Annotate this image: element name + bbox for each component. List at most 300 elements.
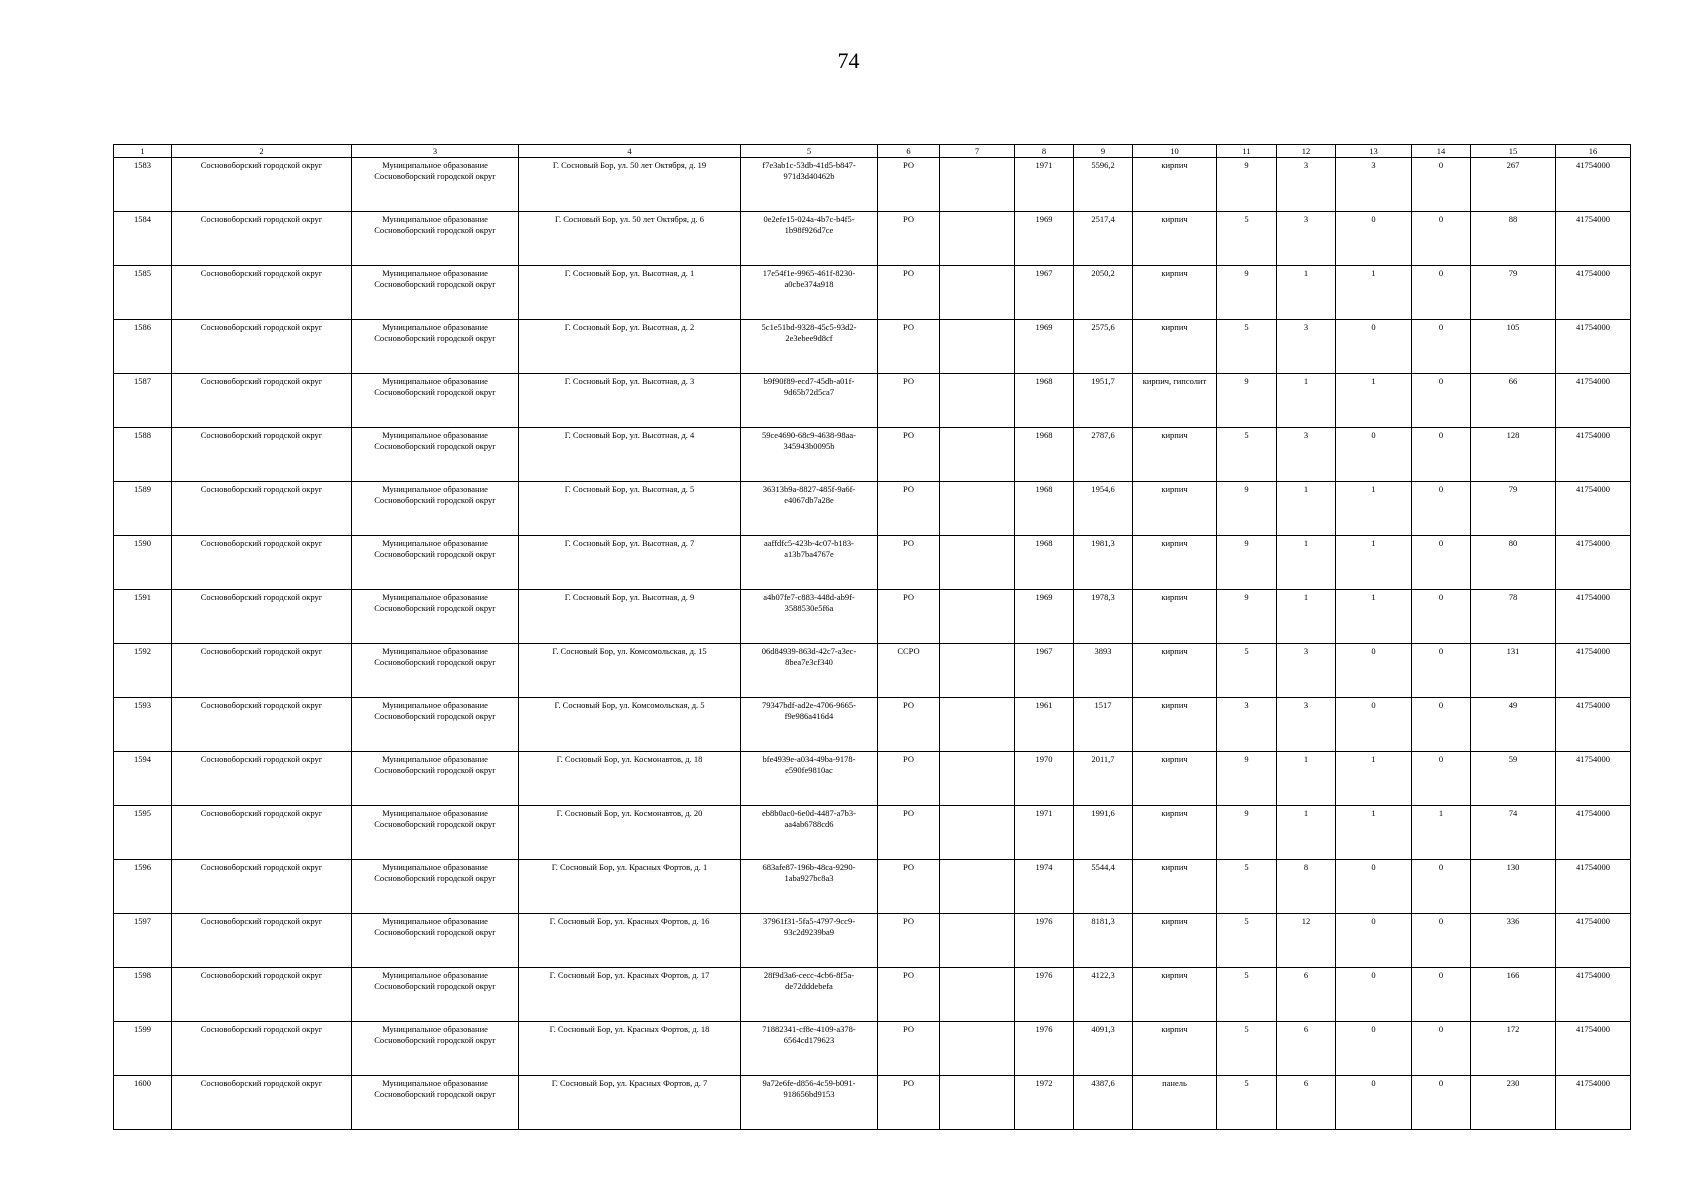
table-cell: 1 [1277,536,1336,590]
table-cell: 0 [1412,428,1471,482]
table-cell: 9 [1217,266,1277,320]
table-cell: 0 [1412,320,1471,374]
table-cell: 1586 [114,320,172,374]
table-row [114,752,1631,806]
table-cell [940,212,1015,266]
table-cell: РО [878,374,940,428]
table-cell: 1 [1336,482,1412,536]
table-cell: 41754000 [1556,536,1631,590]
table-cell: 3 [1217,698,1277,752]
column-header: 9 [1074,145,1133,158]
table-row [114,428,1631,482]
table-cell: 166 [1471,968,1556,1022]
table-cell: 17e54f1e-9965-461f-8230-a0cbe374a918 [741,266,878,320]
table-header [114,145,1631,158]
table-cell: 9a72e6fe-d856-4c59-b091-918656bd9153 [741,1076,878,1130]
table-cell: 3 [1277,698,1336,752]
table-cell: 1971 [1015,806,1074,860]
table-cell: РО [878,320,940,374]
table-cell: Г. Сосновый Бор, ул. Космонавтов, д. 18 [519,752,741,806]
table-cell: РО [878,482,940,536]
table-cell: 1978,3 [1074,590,1133,644]
table-cell: 1972 [1015,1076,1074,1130]
table-cell: 1593 [114,698,172,752]
table-cell: 41754000 [1556,158,1631,212]
table-cell: 0 [1336,1076,1412,1130]
column-header: 14 [1412,145,1471,158]
table-cell: РО [878,914,940,968]
table-cell: Г. Сосновый Бор, ул. 50 лет Октября, д. 19 [519,158,741,212]
table-cell: 1 [1336,266,1412,320]
table-cell: Г. Сосновый Бор, ул. Высотная, д. 5 [519,482,741,536]
table-cell: 1 [1336,806,1412,860]
table-cell: 0 [1412,482,1471,536]
table-cell: 5 [1217,428,1277,482]
table-cell: 1592 [114,644,172,698]
table-cell: 0 [1412,644,1471,698]
table-cell: 0 [1412,1076,1471,1130]
column-header: 2 [172,145,352,158]
table-cell: Г. Сосновый Бор, ул. Красных Фортов, д. 7 [519,1076,741,1130]
table-cell: 59 [1471,752,1556,806]
table-cell: Сосновоборский городской округ [172,914,352,968]
table-cell: 1 [1277,806,1336,860]
table-row [114,1022,1631,1076]
table-cell: 3 [1277,428,1336,482]
table-cell: РО [878,968,940,1022]
table-cell: Сосновоборский городской округ [172,644,352,698]
table-cell: 0 [1412,266,1471,320]
column-header: 10 [1133,145,1217,158]
table-cell: 0 [1336,212,1412,266]
table-cell: 683afe87-196b-48ca-9290-1aba927bc8a3 [741,860,878,914]
table-cell: кирпич [1133,860,1217,914]
table-cell: 41754000 [1556,860,1631,914]
table-cell: 105 [1471,320,1556,374]
table-cell: 0 [1412,212,1471,266]
table-cell: 230 [1471,1076,1556,1130]
table-row [114,482,1631,536]
table-cell: Муниципальное образование Сосновоборский городской округ [352,1022,519,1076]
table-row [114,968,1631,1022]
table-cell: 0 [1336,860,1412,914]
table-cell: 78 [1471,590,1556,644]
table-cell [940,644,1015,698]
table-cell: 1967 [1015,644,1074,698]
table-cell: 06d84939-863d-42c7-a3ec-8bea7e3cf340 [741,644,878,698]
table-cell: 1584 [114,212,172,266]
table-cell: 3 [1277,320,1336,374]
table-cell: 5 [1217,320,1277,374]
table-cell: 1 [1277,266,1336,320]
table-cell: 1 [1336,374,1412,428]
table-cell: 1 [1336,536,1412,590]
table-cell: кирпич [1133,806,1217,860]
table-cell: 41754000 [1556,374,1631,428]
table-cell: РО [878,1076,940,1130]
table-cell: 1976 [1015,968,1074,1022]
table-cell: 41754000 [1556,698,1631,752]
table-cell: 9 [1217,374,1277,428]
table-cell: 4387,6 [1074,1076,1133,1130]
table-cell: 1968 [1015,482,1074,536]
table-cell: 6 [1277,968,1336,1022]
table-cell: 0 [1336,698,1412,752]
table-cell: Г. Сосновый Бор, ул. Комсомольская, д. 5 [519,698,741,752]
table-cell: 49 [1471,698,1556,752]
table-cell: 8 [1277,860,1336,914]
table-cell: 1591 [114,590,172,644]
table-cell: 79 [1471,266,1556,320]
table-row [114,806,1631,860]
table-cell: Муниципальное образование Сосновоборский городской округ [352,1076,519,1130]
table-cell [940,482,1015,536]
table-cell: Муниципальное образование Сосновоборский городской округ [352,266,519,320]
table-cell: кирпич [1133,266,1217,320]
table-cell: кирпич [1133,698,1217,752]
table-cell: 1 [1277,374,1336,428]
table-cell: кирпич [1133,536,1217,590]
table-body [114,158,1631,1130]
table-cell: 2050,2 [1074,266,1133,320]
table-cell: 41754000 [1556,482,1631,536]
table-cell: 2517,4 [1074,212,1133,266]
table-cell: 2011,7 [1074,752,1133,806]
column-header: 8 [1015,145,1074,158]
table-cell: 9 [1217,806,1277,860]
table-cell: 9 [1217,482,1277,536]
table-cell: Муниципальное образование Сосновоборский городской округ [352,698,519,752]
page-number: 74 [837,48,860,73]
table-cell: Сосновоборский городской округ [172,752,352,806]
table-cell: кирпич [1133,1022,1217,1076]
table-cell: Сосновоборский городской округ [172,266,352,320]
table-cell: 3893 [1074,644,1133,698]
table-cell: 9 [1217,590,1277,644]
column-header: 3 [352,145,519,158]
table-cell: Сосновоборский городской округ [172,482,352,536]
table-cell: 6 [1277,1022,1336,1076]
table-cell: Г. Сосновый Бор, ул. Высотная, д. 4 [519,428,741,482]
table-cell: Сосновоборский городской округ [172,536,352,590]
table-cell: Сосновоборский городской округ [172,320,352,374]
table-cell [940,374,1015,428]
table-cell: 1954,6 [1074,482,1133,536]
table-cell: Г. Сосновый Бор, ул. Высотная, д. 1 [519,266,741,320]
table-cell: РО [878,752,940,806]
table-cell: 41754000 [1556,1076,1631,1130]
table-cell: Сосновоборский городской округ [172,158,352,212]
table-cell: кирпич [1133,968,1217,1022]
table-cell [940,158,1015,212]
table-cell: 128 [1471,428,1556,482]
table-cell: РО [878,806,940,860]
table-cell: кирпич [1133,914,1217,968]
table-cell: 0 [1412,536,1471,590]
table-cell: Г. Сосновый Бор, ул. Красных Фортов, д. 16 [519,914,741,968]
table-cell: a4b07fe7-c883-448d-ab9f-3588530e5f6a [741,590,878,644]
table-cell: 74 [1471,806,1556,860]
table-cell: Г. Сосновый Бор, ул. Высотная, д. 9 [519,590,741,644]
table-cell: 1974 [1015,860,1074,914]
table-cell: 0 [1412,914,1471,968]
table-cell: 1517 [1074,698,1133,752]
table-cell: 59ce4690-68c9-4638-98aa-345943b0095b [741,428,878,482]
table-cell: 1599 [114,1022,172,1076]
table-cell: РО [878,536,940,590]
table-cell: РО [878,860,940,914]
table-cell: 9 [1217,536,1277,590]
table-cell: Сосновоборский городской округ [172,698,352,752]
table-row [114,914,1631,968]
table-cell: 1969 [1015,320,1074,374]
table-cell: 6 [1277,1076,1336,1130]
table-cell: Муниципальное образование Сосновоборский городской округ [352,482,519,536]
table-cell: РО [878,428,940,482]
table-cell: Муниципальное образование Сосновоборский городской округ [352,644,519,698]
table-cell: 41754000 [1556,914,1631,968]
table-cell: 79 [1471,482,1556,536]
table-cell: 131 [1471,644,1556,698]
table-cell: РО [878,698,940,752]
table-cell: 1595 [114,806,172,860]
table-cell: 1583 [114,158,172,212]
table-row [114,158,1631,212]
table-cell: Г. Сосновый Бор, ул. Высотная, д. 2 [519,320,741,374]
table-cell: 1 [1336,590,1412,644]
table-cell: 5596,2 [1074,158,1133,212]
table-cell: 0e2efe15-024a-4b7c-b4f5-1b98f926d7ce [741,212,878,266]
table-cell: 9 [1217,158,1277,212]
table-cell: 336 [1471,914,1556,968]
table-cell: 41754000 [1556,644,1631,698]
table-cell [940,428,1015,482]
table-cell: 1 [1412,806,1471,860]
table-cell: 3 [1277,158,1336,212]
table-cell: 1589 [114,482,172,536]
table-cell: 2575,6 [1074,320,1133,374]
table-cell: Муниципальное образование Сосновоборский городской округ [352,212,519,266]
table-cell: 8181,3 [1074,914,1133,968]
column-header: 7 [940,145,1015,158]
table-cell: 3 [1277,644,1336,698]
table-cell: 12 [1277,914,1336,968]
table-cell: кирпич [1133,644,1217,698]
table-cell: 37961f31-5fa5-4797-9cc9-93c2d9239ba9 [741,914,878,968]
table-cell: 1976 [1015,1022,1074,1076]
table-cell [940,266,1015,320]
table-cell: Сосновоборский городской округ [172,428,352,482]
table-cell: 5 [1217,644,1277,698]
table-cell: 0 [1336,320,1412,374]
table-cell: панель [1133,1076,1217,1130]
table-cell: РО [878,266,940,320]
table-cell [940,806,1015,860]
table-cell: 4122,3 [1074,968,1133,1022]
table-cell: 5 [1217,968,1277,1022]
table-cell: 5 [1217,914,1277,968]
table-cell: Г. Сосновый Бор, ул. Комсомольская, д. 15 [519,644,741,698]
table-cell: 172 [1471,1022,1556,1076]
table-cell: кирпич [1133,158,1217,212]
table-cell: РО [878,212,940,266]
table-cell: 1597 [114,914,172,968]
table-cell: 36313b9a-8827-485f-9a6f-e4067db7a28e [741,482,878,536]
table-cell [940,1076,1015,1130]
table-cell: 4091,3 [1074,1022,1133,1076]
table-cell: 1 [1336,752,1412,806]
table-cell: 1969 [1015,212,1074,266]
table-cell: 28f9d3a6-cecc-4cb6-8f5a-de72dddebefa [741,968,878,1022]
table-cell: 1961 [1015,698,1074,752]
table-cell: 88 [1471,212,1556,266]
table-row [114,1076,1631,1130]
table-cell: 5 [1217,1076,1277,1130]
table-cell: Сосновоборский городской округ [172,1076,352,1130]
table-cell: кирпич, гипсолит [1133,374,1217,428]
table-cell: Сосновоборский городской округ [172,860,352,914]
table-cell [940,320,1015,374]
column-header: 1 [114,145,172,158]
table-cell: 1587 [114,374,172,428]
table-cell: f7e3ab1c-53db-41d5-b847-971d3d40462b [741,158,878,212]
table-cell: 0 [1412,590,1471,644]
table-cell: 80 [1471,536,1556,590]
table-cell: 1991,6 [1074,806,1133,860]
table-cell: 41754000 [1556,320,1631,374]
table-cell: 1 [1277,482,1336,536]
table-row [114,536,1631,590]
table-cell: 1970 [1015,752,1074,806]
table-cell: b9f90f89-ecd7-45db-a01f-9d65b72d5ca7 [741,374,878,428]
table-cell: Муниципальное образование Сосновоборский городской округ [352,158,519,212]
table-cell: 2787,6 [1074,428,1133,482]
table-cell: 0 [1336,428,1412,482]
table-cell: Муниципальное образование Сосновоборский городской округ [352,536,519,590]
table-cell [940,968,1015,1022]
table-cell: 1594 [114,752,172,806]
table-cell: 5 [1217,1022,1277,1076]
table-cell: 1585 [114,266,172,320]
table-row [114,320,1631,374]
table-cell: Муниципальное образование Сосновоборский городской округ [352,374,519,428]
table-cell: 3 [1336,158,1412,212]
table-cell: 0 [1336,968,1412,1022]
housing-register-table [113,144,1631,1130]
table-cell: 0 [1412,698,1471,752]
table-cell: 41754000 [1556,428,1631,482]
table-cell: РО [878,158,940,212]
table-cell: 41754000 [1556,212,1631,266]
table-cell: кирпич [1133,320,1217,374]
table-cell: 1596 [114,860,172,914]
table-cell: Г. Сосновый Бор, ул. Красных Фортов, д. 18 [519,1022,741,1076]
table-row [114,590,1631,644]
table-cell: 66 [1471,374,1556,428]
table-cell: 0 [1336,644,1412,698]
table-cell: 5c1e51bd-9328-45c5-93d2-2e3ebee9d8cf [741,320,878,374]
table-cell: 1968 [1015,428,1074,482]
table-cell: 0 [1412,158,1471,212]
table-cell: Сосновоборский городской округ [172,968,352,1022]
table-cell: кирпич [1133,590,1217,644]
table-cell: 0 [1412,1022,1471,1076]
table-cell [940,698,1015,752]
table-cell: Г. Сосновый Бор, ул. Красных Фортов, д. 17 [519,968,741,1022]
table-cell: Муниципальное образование Сосновоборский городской округ [352,806,519,860]
table-cell: кирпич [1133,212,1217,266]
table-cell: 1588 [114,428,172,482]
table-row [114,644,1631,698]
table-row [114,266,1631,320]
table-cell: bfe4939e-a034-49ba-9178-e590fe9810ac [741,752,878,806]
table-cell: 0 [1336,1022,1412,1076]
table-cell: 41754000 [1556,968,1631,1022]
column-header: 11 [1217,145,1277,158]
header-row [114,145,1631,158]
table-cell: 1971 [1015,158,1074,212]
table-row [114,212,1631,266]
table-row [114,860,1631,914]
table-cell: 0 [1412,374,1471,428]
table-cell: Муниципальное образование Сосновоборский городской округ [352,914,519,968]
table-cell: 1967 [1015,266,1074,320]
column-header: 16 [1556,145,1631,158]
table-cell: eb8b0ac0-6e0d-4487-a7b3-aa4ab6788cd6 [741,806,878,860]
table-cell: Муниципальное образование Сосновоборский городской округ [352,320,519,374]
table-cell: 1 [1277,752,1336,806]
table-cell: 130 [1471,860,1556,914]
table-cell: 5 [1217,212,1277,266]
table-cell: ССРО [878,644,940,698]
table-cell: Сосновоборский городской округ [172,374,352,428]
table-cell [940,914,1015,968]
table-cell: 1976 [1015,914,1074,968]
table-cell: 1598 [114,968,172,1022]
table-cell: Г. Сосновый Бор, ул. 50 лет Октября, д. 6 [519,212,741,266]
table-cell: кирпич [1133,482,1217,536]
table-row [114,374,1631,428]
table-cell: Муниципальное образование Сосновоборский городской округ [352,968,519,1022]
table-cell: 5 [1217,860,1277,914]
table-cell: 1968 [1015,374,1074,428]
column-header: 15 [1471,145,1556,158]
table-cell: 0 [1412,860,1471,914]
table-cell: Г. Сосновый Бор, ул. Космонавтов, д. 20 [519,806,741,860]
table-cell: Муниципальное образование Сосновоборский городской округ [352,590,519,644]
table-cell: 1981,3 [1074,536,1133,590]
table-cell: 9 [1217,752,1277,806]
table-cell: 0 [1412,752,1471,806]
table-cell: Сосновоборский городской округ [172,1022,352,1076]
table-cell: кирпич [1133,428,1217,482]
table-cell: Сосновоборский городской округ [172,212,352,266]
table-cell: 71882341-cf8e-4109-a378-6564cd179623 [741,1022,878,1076]
column-header: 13 [1336,145,1412,158]
table-cell: 41754000 [1556,590,1631,644]
table-cell: 1951,7 [1074,374,1133,428]
table-cell: РО [878,1022,940,1076]
table-cell [940,536,1015,590]
table-cell: Муниципальное образование Сосновоборский городской округ [352,752,519,806]
table-cell: Муниципальное образование Сосновоборский городской округ [352,428,519,482]
table-cell: Г. Сосновый Бор, ул. Высотная, д. 3 [519,374,741,428]
table-cell: 1600 [114,1076,172,1130]
table-cell [940,860,1015,914]
table-cell: 41754000 [1556,266,1631,320]
table-cell: 0 [1412,968,1471,1022]
table-cell: 1968 [1015,536,1074,590]
